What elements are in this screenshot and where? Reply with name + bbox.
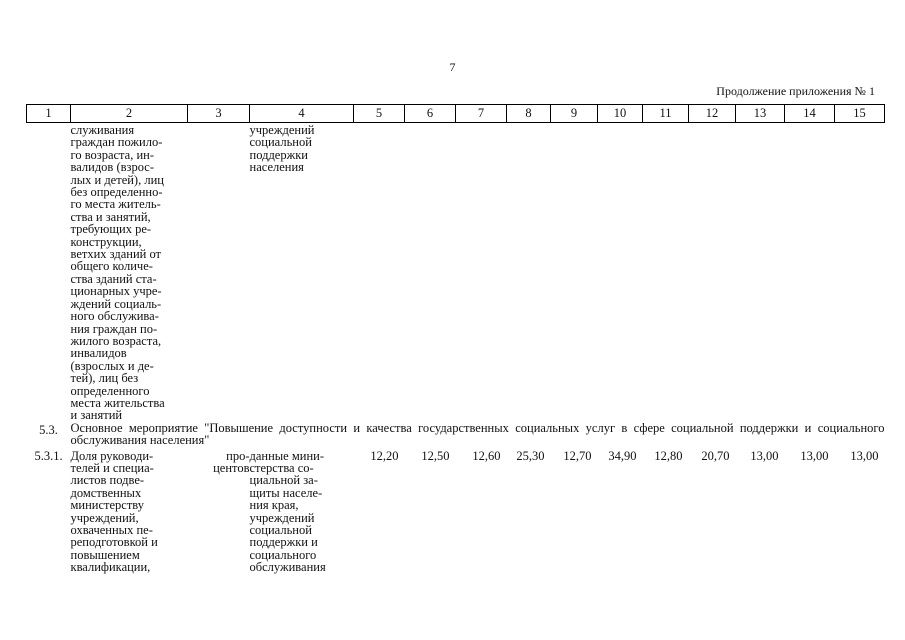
text-line: ния граждан по-: [70, 321, 158, 336]
column-number: 2: [71, 105, 188, 123]
indicators-table: [26, 104, 885, 574]
column-number: 6: [405, 105, 456, 123]
text-line: требующих ре-: [70, 222, 152, 237]
text-line: ния края,: [249, 498, 299, 513]
source-cell: [250, 447, 354, 574]
column-number: 9: [551, 105, 598, 123]
text-line: щиты населе-: [249, 485, 323, 500]
value-cell: 12,80: [654, 448, 683, 463]
text-line: поддержки: [249, 147, 308, 162]
row-number-cell: [27, 123, 71, 422]
column-number: 4: [250, 105, 354, 123]
section-title: Основное мероприятие "Повышение доступности и качества государственных социальных услуг в сфере социальной поддержки и социального обслуживания населения": [70, 420, 885, 448]
text-line: конструкции,: [70, 234, 142, 249]
text-line: данные мини-: [249, 448, 324, 463]
value-cell: 13,00: [750, 448, 779, 463]
text-line: социальной: [249, 523, 312, 537]
value-cell: 12,60: [472, 448, 501, 463]
text-line: тей), лиц без: [70, 371, 139, 386]
text-line: реподготовкой и: [70, 535, 158, 550]
row-number: 5.3.1.: [34, 448, 63, 463]
continuation-label: Продолжение приложения № 1: [716, 84, 875, 98]
section-row: [27, 422, 885, 447]
text-line: го возраста, ин-: [70, 147, 154, 162]
text-line: без определенно-: [70, 185, 163, 200]
text-line: учреждений,: [70, 510, 139, 525]
text-line: обслуживания: [249, 560, 326, 575]
unit-cell: [188, 123, 250, 422]
text-line: жилого возраста,: [70, 333, 162, 348]
text-line: социальной: [249, 135, 312, 150]
text-line: квалификации,: [70, 560, 151, 575]
section-number: 5.3.: [39, 422, 58, 437]
indicator-name-cell: [71, 447, 188, 574]
text-line: повышением: [70, 547, 140, 562]
source-cell: [250, 123, 354, 422]
column-number: 10: [598, 105, 643, 123]
page-number: 7: [449, 60, 456, 74]
column-number: 13: [736, 105, 785, 123]
text-line: (взрослых и де-: [70, 358, 154, 373]
column-number: 14: [785, 105, 835, 123]
text-line: ства зданий ста-: [70, 271, 157, 286]
column-number: 11: [643, 105, 689, 123]
text-line: го места житель-: [70, 197, 161, 212]
text-line: учреждений: [249, 123, 315, 137]
text-line: общего количе-: [70, 259, 153, 274]
indicator-name-cell: [71, 123, 188, 422]
text-line: про-: [226, 448, 250, 463]
text-line: ционарных учре-: [70, 284, 162, 299]
column-number: 3: [188, 105, 250, 123]
text-line: министерству: [70, 498, 145, 513]
text-line: социального: [249, 547, 317, 562]
table-row: [27, 123, 885, 422]
value-cell: 12,50: [421, 448, 450, 463]
text-line: Доля руководи-: [70, 448, 154, 463]
text-line: определенного: [70, 383, 150, 398]
value-cell: 12,70: [563, 448, 592, 463]
text-line: поддержки и: [249, 535, 318, 550]
value-cell: 25,30: [516, 448, 545, 463]
value-cell: 20,70: [701, 448, 730, 463]
text-line: ждений социаль-: [70, 296, 162, 311]
text-line: и занятий: [70, 408, 123, 423]
text-line: учреждений: [249, 510, 315, 525]
text-line: граждан пожило-: [70, 135, 163, 150]
text-line: ства и занятий,: [70, 209, 151, 224]
column-number: 7: [456, 105, 507, 123]
text-line: домственных: [70, 485, 142, 500]
value-cell: 12,20: [370, 448, 399, 463]
value-cell: 13,00: [850, 448, 879, 463]
column-number: 8: [507, 105, 551, 123]
text-line: охваченных пе-: [70, 523, 153, 537]
text-line: населения: [249, 160, 304, 175]
text-line: стерства со-: [249, 460, 314, 475]
text-line: листов подве-: [70, 473, 145, 488]
column-number: 12: [689, 105, 736, 123]
value-cell: 34,90: [608, 448, 637, 463]
column-number: 5: [354, 105, 405, 123]
column-number: 15: [835, 105, 885, 123]
unit-cell: [188, 447, 250, 574]
text-line: лых и детей), лиц: [70, 172, 164, 187]
column-number: 1: [27, 105, 71, 123]
text-line: ветхих зданий от: [70, 247, 162, 262]
text-line: валидов (взрос-: [70, 160, 154, 175]
text-line: инвалидов: [70, 346, 127, 361]
table-row: [27, 447, 885, 574]
text-line: ного обслужива-: [70, 309, 159, 324]
text-line: центов: [213, 460, 250, 475]
text-line: циальной за-: [249, 473, 318, 488]
value-cell: 13,00: [800, 448, 829, 463]
text-line: телей и специа-: [70, 460, 154, 475]
text-line: служивания: [70, 123, 135, 137]
column-number-row: [27, 105, 885, 123]
text-line: места жительства: [70, 395, 165, 410]
